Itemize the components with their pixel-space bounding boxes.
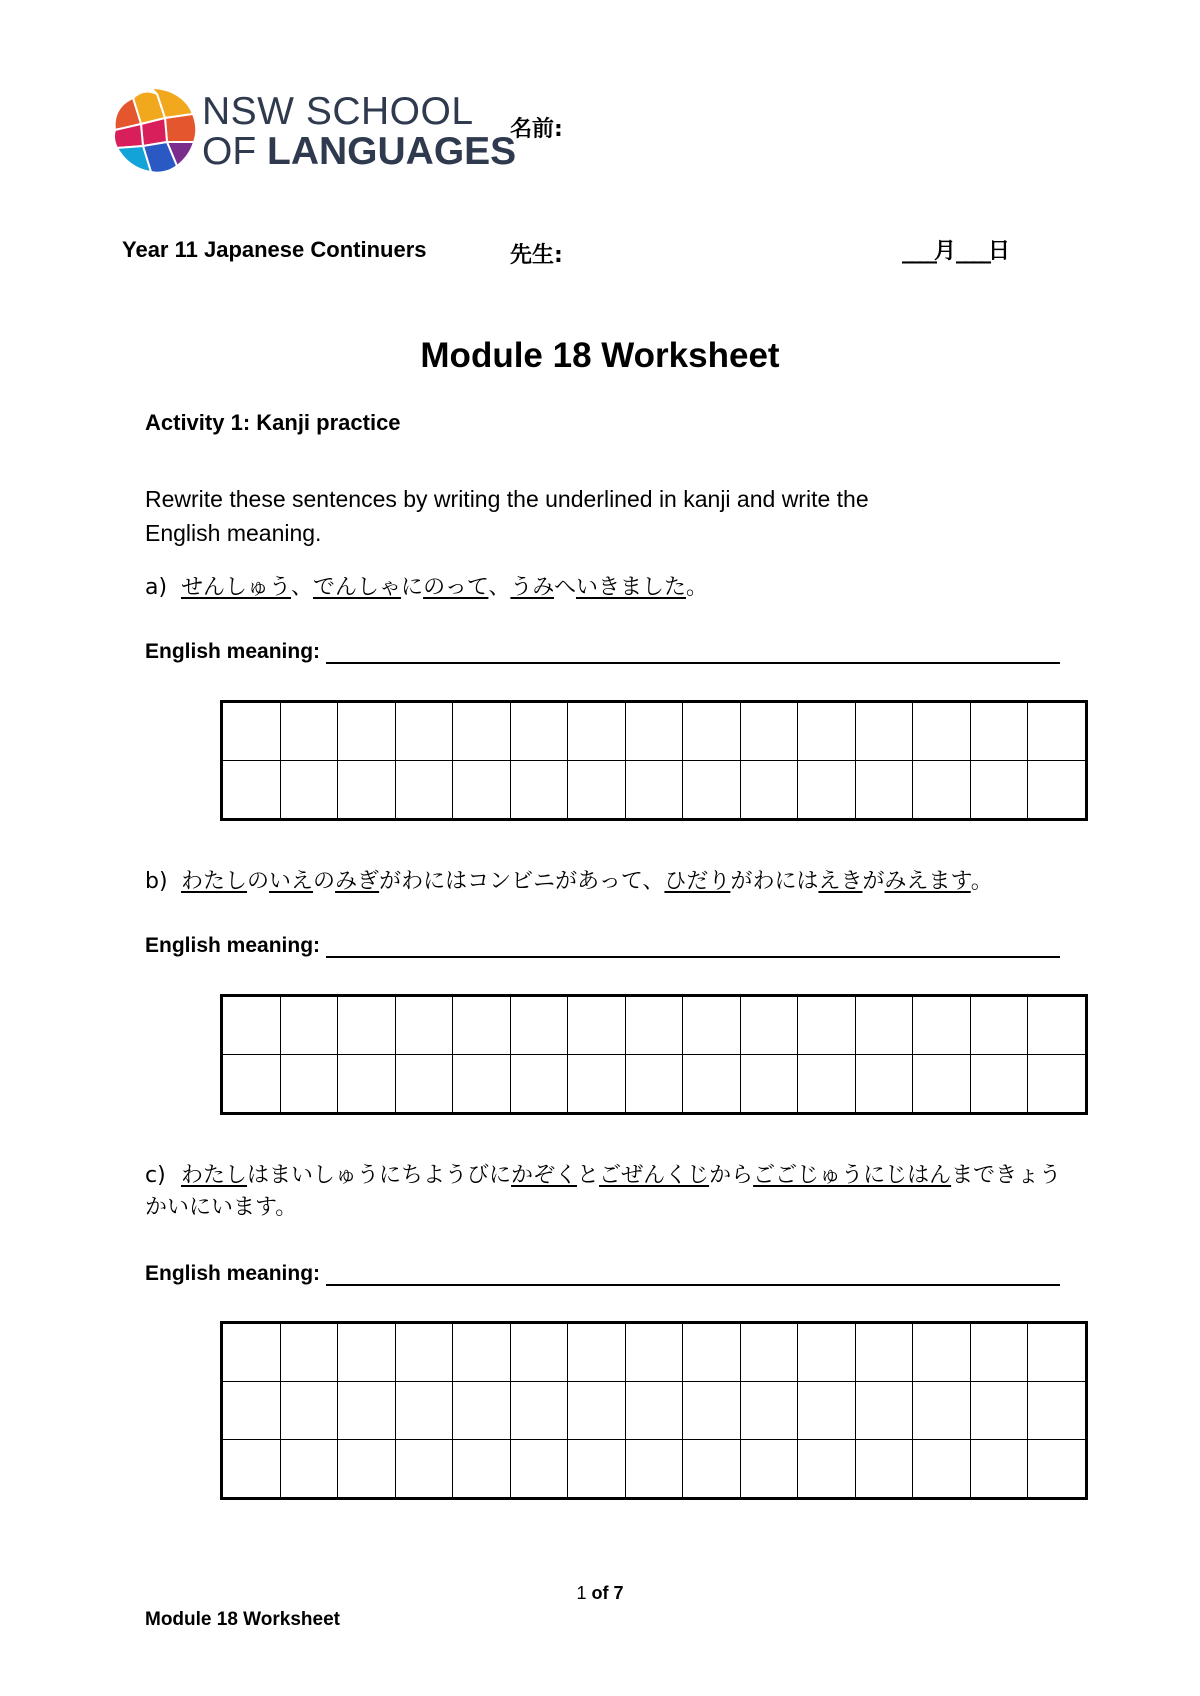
grid-cell[interactable]	[338, 761, 396, 820]
name-label: 名前:	[510, 117, 563, 142]
question-b-sentence	[145, 866, 1065, 898]
meaning-label: English meaning:	[145, 640, 321, 663]
grid-cell[interactable]	[395, 1382, 453, 1440]
grid-cell[interactable]	[913, 761, 971, 820]
grid-cell[interactable]	[740, 761, 798, 820]
underlined-word: わたし	[181, 1163, 248, 1188]
grid-cell[interactable]	[913, 1440, 971, 1499]
grid-cell[interactable]	[970, 702, 1028, 761]
instructions	[145, 482, 1045, 550]
question-c-meaning[interactable]	[145, 1262, 1060, 1286]
grid-cell[interactable]	[510, 702, 568, 761]
grid-cell[interactable]	[798, 996, 856, 1055]
grid-cell[interactable]	[970, 1323, 1028, 1382]
grid-cell[interactable]	[1028, 702, 1087, 761]
grid-cell[interactable]	[453, 1055, 511, 1114]
grid-cell[interactable]	[280, 996, 338, 1055]
grid-cell[interactable]	[568, 702, 626, 761]
meaning-answer-line[interactable]	[326, 936, 1060, 958]
grid-cell[interactable]	[453, 1440, 511, 1499]
grid-cell[interactable]	[280, 761, 338, 820]
meaning-label: English meaning:	[145, 934, 321, 957]
sentence-text: へ	[553, 575, 576, 600]
logo-segment	[165, 114, 196, 142]
grid-cell[interactable]	[798, 702, 856, 761]
grid-cell[interactable]	[625, 1382, 683, 1440]
grid-cell[interactable]	[395, 761, 453, 820]
grid-row	[222, 1323, 1087, 1382]
grid-cell[interactable]	[338, 702, 396, 761]
meaning-answer-line[interactable]	[326, 1264, 1060, 1286]
course-label: Year 11 Japanese Continuers	[122, 237, 427, 262]
grid-cell[interactable]	[625, 1323, 683, 1382]
kanji-grid-table[interactable]	[220, 1321, 1088, 1500]
grid-cell[interactable]	[222, 1382, 281, 1440]
question-a-grid[interactable]	[220, 700, 1088, 821]
date-field	[902, 234, 1010, 265]
grid-cell[interactable]	[568, 1323, 626, 1382]
page-current: 1	[576, 1583, 587, 1603]
grid-cell[interactable]	[1028, 761, 1087, 820]
grid-row	[222, 761, 1087, 820]
instructions-line2: English meaning.	[145, 520, 322, 546]
grid-cell[interactable]	[970, 996, 1028, 1055]
grid-cell[interactable]	[740, 1323, 798, 1382]
kanji-grid-table[interactable]	[220, 700, 1088, 821]
question-a-sentence	[145, 572, 1065, 604]
underlined-word: せんしゅう	[181, 575, 292, 600]
grid-cell[interactable]	[798, 1055, 856, 1114]
grid-cell[interactable]	[683, 702, 741, 761]
grid-cell[interactable]	[453, 1323, 511, 1382]
month-label: 月	[934, 239, 957, 264]
underlined-word: ごごじゅうにじはん	[753, 1163, 952, 1188]
sentence-text: 。	[686, 575, 709, 600]
underlined-word: えき	[818, 869, 863, 894]
footer-title: Module 18 Worksheet	[145, 1609, 340, 1630]
grid-cell[interactable]	[970, 1382, 1028, 1440]
grid-cell[interactable]	[510, 1055, 568, 1114]
question-a-meaning[interactable]	[145, 640, 1060, 664]
grid-cell[interactable]	[395, 702, 453, 761]
sentence-text: はまいしゅうにちようびに	[247, 1163, 512, 1188]
sentence-text: がわにはコンビニがあって、	[379, 869, 665, 894]
question-c-tag: c)	[145, 1163, 166, 1188]
question-a-text	[181, 575, 708, 600]
underlined-word: ごぜんくじ	[599, 1163, 710, 1188]
sentence-text: が	[862, 869, 885, 894]
underlined-word: いえ	[269, 869, 314, 894]
grid-cell[interactable]	[625, 761, 683, 820]
logo-of: OF	[202, 130, 257, 173]
question-b-tag: b)	[145, 869, 168, 894]
grid-cell[interactable]	[913, 702, 971, 761]
logo-line1: NSW SCHOOL	[202, 90, 474, 133]
underlined-word: みぎ	[335, 869, 380, 894]
grid-cell[interactable]	[855, 761, 913, 820]
grid-cell[interactable]	[222, 996, 281, 1055]
school-logo-text	[202, 92, 516, 172]
grid-cell[interactable]	[855, 702, 913, 761]
grid-cell[interactable]	[338, 1440, 396, 1499]
grid-cell[interactable]	[625, 702, 683, 761]
grid-cell[interactable]	[222, 1055, 281, 1114]
grid-cell[interactable]	[568, 1440, 626, 1499]
grid-cell[interactable]	[510, 1440, 568, 1499]
grid-cell[interactable]	[280, 1382, 338, 1440]
page-number	[0, 1583, 1200, 1604]
question-c-sentence	[145, 1160, 1065, 1224]
grid-cell[interactable]	[338, 1055, 396, 1114]
grid-cell[interactable]	[222, 1323, 281, 1382]
grid-cell[interactable]	[1028, 1055, 1087, 1114]
grid-cell[interactable]	[798, 1440, 856, 1499]
grid-cell[interactable]	[683, 1440, 741, 1499]
sentence-text: に	[401, 575, 424, 600]
grid-cell[interactable]	[453, 761, 511, 820]
grid-cell[interactable]	[395, 1323, 453, 1382]
meaning-label: English meaning:	[145, 1262, 321, 1285]
grid-cell[interactable]	[913, 1382, 971, 1440]
school-logo-icon	[105, 84, 197, 176]
grid-cell[interactable]	[683, 1055, 741, 1114]
grid-row	[222, 1382, 1087, 1440]
grid-cell[interactable]	[395, 996, 453, 1055]
grid-cell[interactable]	[625, 1055, 683, 1114]
grid-cell[interactable]	[1028, 1440, 1087, 1499]
grid-cell[interactable]	[280, 702, 338, 761]
underlined-word: かぞく	[511, 1163, 578, 1188]
grid-cell[interactable]	[338, 1382, 396, 1440]
grid-cell[interactable]	[855, 996, 913, 1055]
underlined-word: いきました	[576, 575, 687, 600]
page-total: of 7	[591, 1583, 624, 1603]
grid-cell[interactable]	[798, 761, 856, 820]
day-label: 日	[988, 239, 1011, 264]
logo-line2	[202, 132, 516, 172]
sentence-text: まできょうかいにいます。	[145, 1163, 1062, 1220]
grid-row	[222, 702, 1087, 761]
grid-cell[interactable]	[740, 1382, 798, 1440]
question-b-grid[interactable]	[220, 994, 1088, 1115]
grid-cell[interactable]	[740, 1055, 798, 1114]
grid-cell[interactable]	[222, 702, 281, 761]
grid-cell[interactable]	[1028, 1323, 1087, 1382]
question-a-tag: a)	[145, 575, 168, 600]
month-blank: ____	[902, 239, 934, 264]
grid-cell[interactable]	[798, 1323, 856, 1382]
kanji-grid-table[interactable]	[220, 994, 1088, 1115]
grid-cell[interactable]	[855, 1440, 913, 1499]
grid-cell[interactable]	[683, 996, 741, 1055]
activity-heading: Activity 1: Kanji practice	[145, 410, 401, 435]
grid-cell[interactable]	[740, 996, 798, 1055]
grid-cell[interactable]	[280, 1440, 338, 1499]
question-c-grid[interactable]	[220, 1321, 1088, 1500]
grid-cell[interactable]	[510, 1382, 568, 1440]
grid-row	[222, 996, 1087, 1055]
grid-row	[222, 1440, 1087, 1499]
sentence-text: と	[577, 1163, 600, 1188]
grid-cell[interactable]	[683, 1323, 741, 1382]
underlined-word: わたし	[181, 869, 248, 894]
grid-cell[interactable]	[683, 1382, 741, 1440]
grid-cell[interactable]	[625, 1440, 683, 1499]
page-title: Module 18 Worksheet	[420, 336, 780, 375]
grid-cell[interactable]	[568, 1055, 626, 1114]
grid-cell[interactable]	[453, 702, 511, 761]
sentence-text: から	[709, 1163, 754, 1188]
grid-cell[interactable]	[453, 1382, 511, 1440]
sentence-text: の	[313, 869, 336, 894]
logo-languages: LANGUAGES	[267, 130, 517, 173]
grid-cell[interactable]	[568, 1382, 626, 1440]
grid-cell[interactable]	[798, 1382, 856, 1440]
sentence-text: 、	[291, 575, 314, 600]
underlined-word: みえます	[884, 869, 971, 894]
teacher-label: 先生:	[510, 243, 563, 268]
grid-cell[interactable]	[1028, 996, 1087, 1055]
grid-cell[interactable]	[338, 996, 396, 1055]
grid-cell[interactable]	[510, 761, 568, 820]
question-b-text	[181, 869, 993, 894]
underlined-word: うみ	[510, 575, 554, 600]
grid-cell[interactable]	[913, 1055, 971, 1114]
grid-cell[interactable]	[1028, 1382, 1087, 1440]
grid-cell[interactable]	[280, 1323, 338, 1382]
grid-cell[interactable]	[222, 1440, 281, 1499]
day-blank: ____	[956, 239, 989, 264]
grid-cell[interactable]	[970, 1055, 1028, 1114]
sentence-text: 、	[488, 575, 511, 600]
grid-cell[interactable]	[568, 761, 626, 820]
grid-cell[interactable]	[913, 996, 971, 1055]
sentence-text: の	[247, 869, 270, 894]
grid-cell[interactable]	[510, 1323, 568, 1382]
grid-row	[222, 1055, 1087, 1114]
meaning-answer-line[interactable]	[326, 642, 1060, 664]
grid-cell[interactable]	[855, 1323, 913, 1382]
grid-cell[interactable]	[510, 996, 568, 1055]
grid-cell[interactable]	[453, 996, 511, 1055]
question-c-text	[145, 1163, 1061, 1220]
question-b-meaning[interactable]	[145, 934, 1060, 958]
underlined-word: ひだり	[664, 869, 731, 894]
grid-cell[interactable]	[625, 996, 683, 1055]
grid-cell[interactable]	[855, 1382, 913, 1440]
grid-cell[interactable]	[740, 702, 798, 761]
sentence-text: がわには	[730, 869, 819, 894]
grid-cell[interactable]	[913, 1323, 971, 1382]
underlined-word: のって	[423, 575, 489, 600]
underlined-word: でんしゃ	[313, 575, 402, 600]
grid-cell[interactable]	[683, 761, 741, 820]
instructions-line1: Rewrite these sentences by writing the underlined in kanji and write the	[145, 486, 869, 512]
grid-cell[interactable]	[970, 1440, 1028, 1499]
grid-cell[interactable]	[568, 996, 626, 1055]
grid-cell[interactable]	[970, 761, 1028, 820]
grid-cell[interactable]	[740, 1440, 798, 1499]
grid-cell[interactable]	[338, 1323, 396, 1382]
sentence-text: 。	[970, 869, 993, 894]
grid-cell[interactable]	[395, 1055, 453, 1114]
grid-cell[interactable]	[855, 1055, 913, 1114]
grid-cell[interactable]	[280, 1055, 338, 1114]
grid-cell[interactable]	[222, 761, 281, 820]
grid-cell[interactable]	[395, 1440, 453, 1499]
